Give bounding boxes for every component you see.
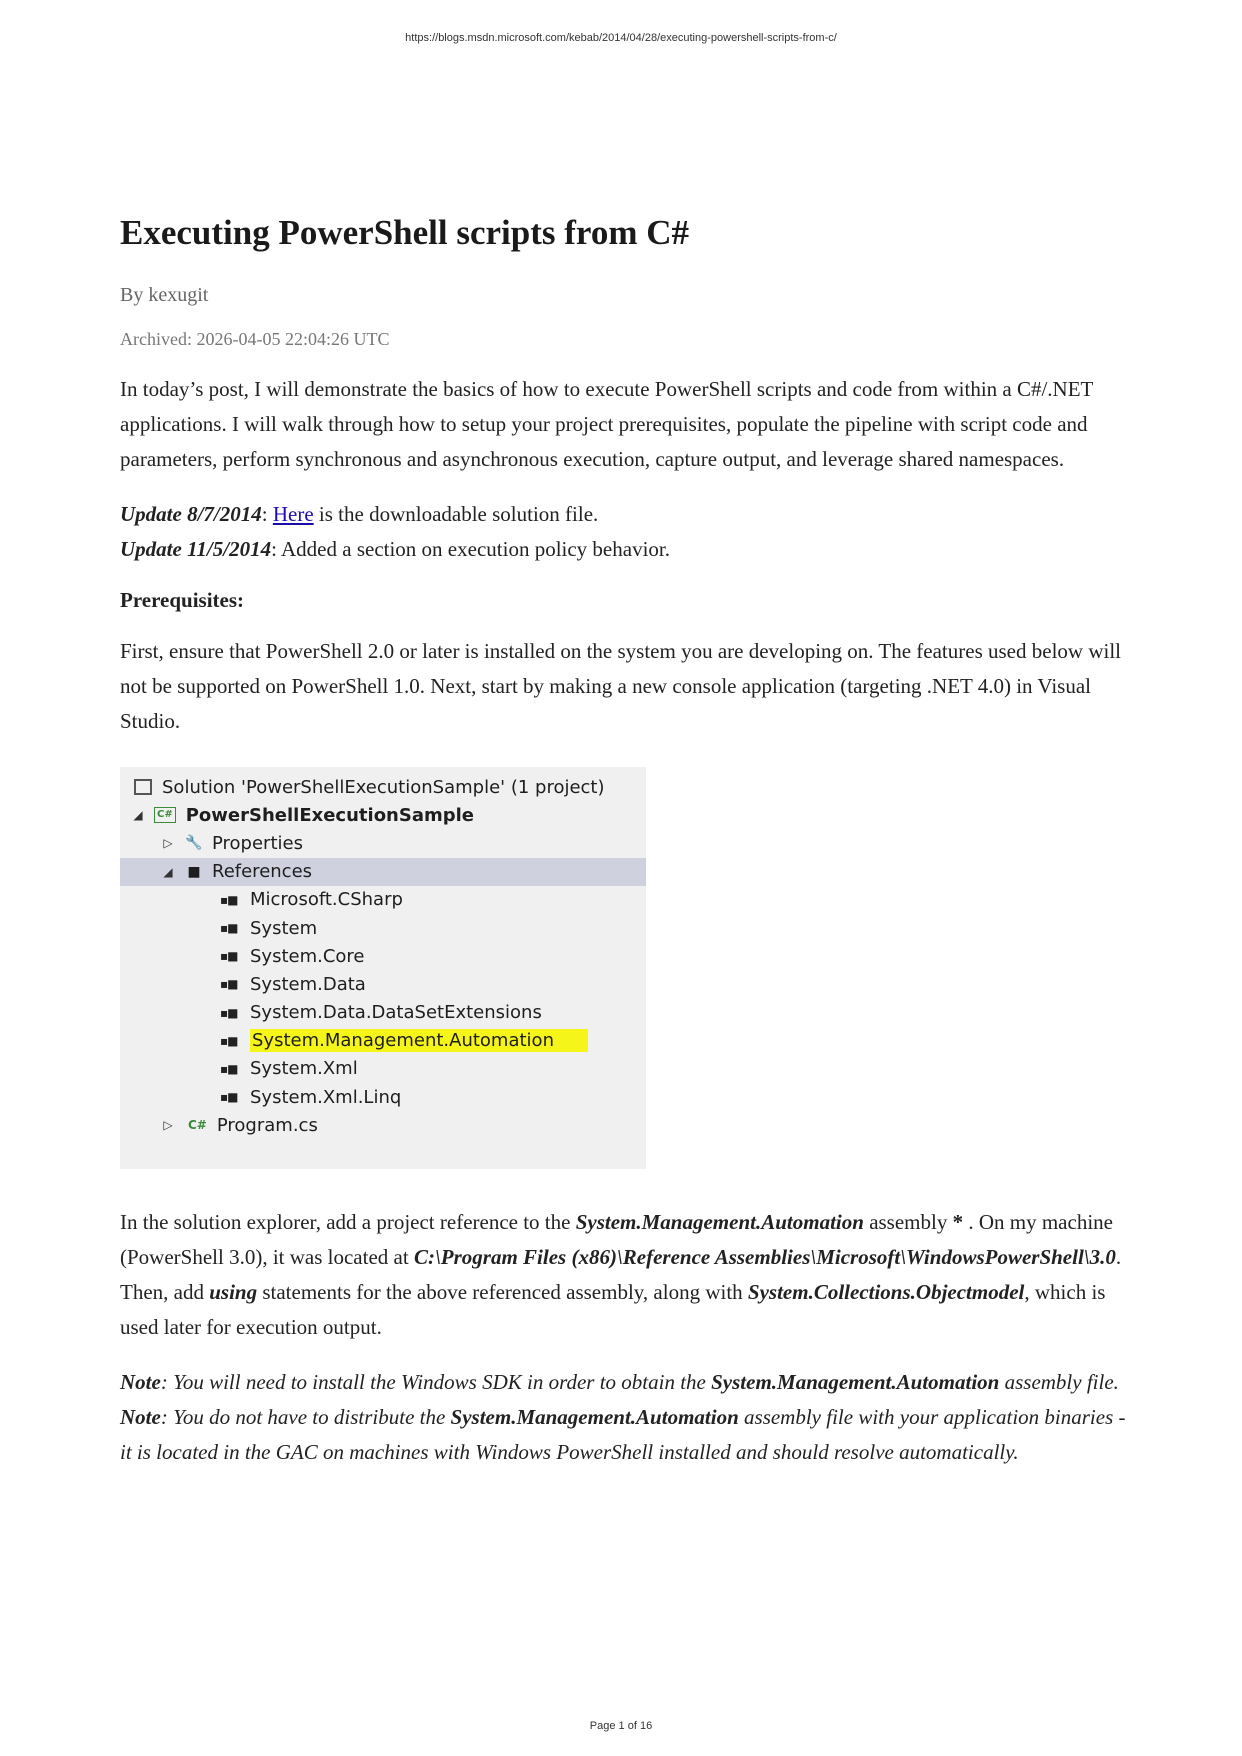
ref-bold-1: System.Management.Automation: [575, 1210, 864, 1234]
note2-text-1: : You do not have to distribute the: [160, 1405, 451, 1429]
ref-text-2: assembly: [863, 1210, 953, 1234]
csharp-project-icon: C#: [154, 807, 176, 823]
tree-ref-row: [120, 999, 646, 1027]
tree-ref-row: [120, 1055, 646, 1083]
tree-solution-row: [120, 773, 646, 801]
note1-bold: System.Management.Automation: [711, 1370, 1000, 1394]
page-number: Page 1 of 16: [589, 1720, 653, 1732]
tree-ref-label: System.Xml: [250, 1058, 358, 1080]
note1-label: Note: [120, 1370, 161, 1394]
tree-project-label: PowerShellExecutionSample: [185, 804, 474, 826]
tree-ref-row-highlighted: [120, 1027, 646, 1055]
reference-icon: ▪■: [220, 1033, 238, 1048]
notes: [120, 1365, 1130, 1470]
reference-icon: ▪■: [220, 949, 238, 964]
tree-references-row: [120, 858, 646, 886]
reference-paragraph: [120, 1205, 1130, 1345]
tree-properties-row: [120, 829, 646, 857]
tree-ref-label: Microsoft.CSharp: [250, 889, 403, 911]
ref-text-5: statements for the above referenced assembly, along with: [257, 1280, 748, 1304]
ref-text-4: . Then, add: [120, 1245, 1122, 1304]
prereq-heading: [120, 583, 1130, 618]
tree-ref-label: System.Xml.Linq: [250, 1086, 402, 1108]
csharp-file-icon: C#: [188, 1118, 207, 1133]
expanded-arrow-icon: ◢: [163, 864, 173, 879]
tree-ref-label: System: [250, 917, 318, 939]
ref-text-6: , which is used later for execution output.: [120, 1280, 1106, 1339]
reference-icon: ▪■: [220, 977, 238, 992]
ref-bold-2: *: [952, 1210, 964, 1234]
tree-ref-label-highlighted: System.Management.Automation: [250, 1029, 588, 1052]
ref-text-1: In the solution explorer, add a project reference to the: [120, 1210, 576, 1234]
update1-sep: :: [261, 502, 273, 526]
update1-text: is the downloadable solution file.: [313, 502, 599, 526]
solution-icon: [134, 779, 152, 795]
collapsed-arrow-icon: ▷: [163, 1118, 173, 1133]
ref-bold-5: System.Collections.Objectmodel: [747, 1280, 1025, 1304]
note2-bold: System.Management.Automation: [450, 1405, 739, 1429]
tree-properties-label: Properties: [212, 832, 303, 854]
solution-explorer-screenshot: [120, 767, 646, 1169]
tree-ref-row: [120, 970, 646, 998]
ref-bold-4: using: [209, 1280, 258, 1304]
tree-ref-label: System.Data: [250, 973, 366, 995]
reference-icon: ▪■: [220, 1090, 238, 1105]
tree-ref-label: System.Data.DataSetExtensions: [250, 1002, 542, 1024]
tree-ref-row: [120, 914, 646, 942]
collapsed-arrow-icon: ▷: [163, 836, 173, 851]
reference-icon: ▪■: [220, 892, 238, 907]
note2-label: Note: [120, 1405, 161, 1429]
tree-ref-row: [120, 886, 646, 914]
note1-text-1: : You will need to install the Windows SDK in order to obtain the: [160, 1370, 712, 1394]
prereq-paragraph: First, ensure that PowerShell 2.0 or later is installed on the system you are developing on. The features used below will not be supported on PowerShell 1.0. Next, start by making a new console application (targeting .NET 4.0) in Visual Studio.: [120, 639, 1121, 733]
update2-text: : Added a section on execution policy behavior.: [271, 537, 670, 561]
tree-references-label: References: [212, 861, 313, 883]
page-url: https://blogs.msdn.microsoft.com/kebab/2014/04/28/executing-powershell-scripts-from-c/: [405, 32, 837, 44]
archived-date: Archived: 2026-04-05 22:04:26 UTC: [120, 329, 390, 349]
references-folder-icon: ■: [187, 863, 201, 880]
tree-ref-label: System.Core: [250, 945, 365, 967]
expanded-arrow-icon: ◢: [133, 808, 143, 823]
article: [120, 212, 1130, 1490]
note2-text-2: assembly file with your application binaries - it is located in the GAC on machines with Windows PowerShell installed and should resolve automatically.: [120, 1405, 1126, 1464]
note1-text-2: assembly file.: [999, 1370, 1119, 1394]
byline: By kexugit: [120, 284, 209, 306]
wrench-icon: 🔧: [185, 835, 203, 852]
reference-icon: ▪■: [220, 921, 238, 936]
reference-icon: ▪■: [220, 1061, 238, 1076]
prereq-heading-text: Prerequisites:: [120, 588, 245, 612]
update2-label: Update 11/5/2014: [120, 537, 272, 561]
updates: [120, 497, 1130, 567]
update1-label: Update 8/7/2014: [120, 502, 262, 526]
tree-program-label: Program.cs: [216, 1114, 318, 1136]
tree-project-row: [120, 801, 646, 829]
ref-bold-3: C:\Program Files (x86)\Reference Assemblies\Microsoft\WindowsPowerShell\3.0: [413, 1245, 1116, 1269]
tree-program-row: [120, 1111, 646, 1139]
reference-icon: ▪■: [220, 1005, 238, 1020]
ref-text-3: . On my machine (PowerShell 3.0), it was located at: [120, 1210, 1113, 1269]
intro-paragraph: In today’s post, I will demonstrate the basics of how to execute PowerShell scripts and code from within a C#/.NET applications. I will walk through how to setup your project prerequisites, populate the pipeline with script code and parameters, perform synchronous and asynchronous execution, capture output, and leverage shared namespaces.: [120, 377, 1094, 471]
solution-download-link[interactable]: Here: [272, 502, 314, 526]
tree-ref-row: [120, 1083, 646, 1111]
tree-ref-row: [120, 942, 646, 970]
tree-solution-label: Solution 'PowerShellExecutionSample' (1 project): [162, 776, 605, 798]
article-title: Executing PowerShell scripts from C#: [120, 213, 690, 252]
